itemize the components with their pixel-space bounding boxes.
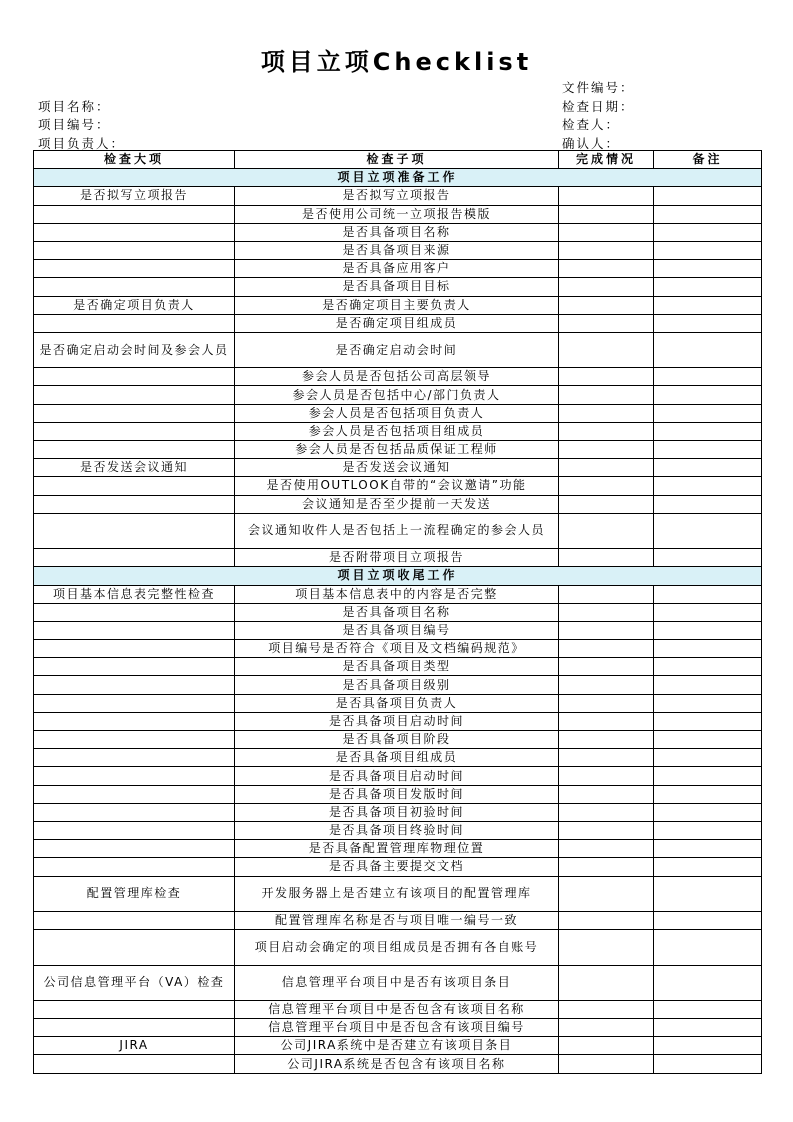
major-item-cell: 是否发送会议通知	[34, 459, 235, 477]
table-row	[34, 495, 762, 513]
sub-item-cell: 是否具备项目负责人	[235, 694, 559, 712]
table-row	[34, 1000, 762, 1018]
major-item-cell: 公司信息管理平台（VA）检查	[34, 965, 235, 1000]
major-item-cell	[34, 930, 235, 965]
sub-item-cell: 是否确定项目组成员	[235, 314, 559, 332]
completion-cell[interactable]	[559, 911, 654, 929]
completion-cell[interactable]	[559, 1019, 654, 1037]
table-row	[34, 260, 762, 278]
remarks-cell[interactable]	[654, 223, 762, 241]
completion-cell[interactable]	[559, 296, 654, 314]
major-item-cell	[34, 712, 235, 730]
table-row	[34, 477, 762, 495]
sub-item-cell: 是否发送会议通知	[235, 459, 559, 477]
sub-item-cell: 项目启动会确定的项目组成员是否拥有各自账号	[235, 930, 559, 965]
table-row	[34, 278, 762, 296]
completion-cell[interactable]	[559, 278, 654, 296]
remarks-cell[interactable]	[654, 621, 762, 639]
completion-cell[interactable]	[559, 1000, 654, 1018]
completion-cell[interactable]	[559, 603, 654, 621]
remarks-cell[interactable]	[654, 495, 762, 513]
major-item-cell	[34, 621, 235, 639]
major-item-cell	[34, 404, 235, 422]
sub-item-cell: 是否具备项目阶段	[235, 731, 559, 749]
completion-cell[interactable]	[559, 676, 654, 694]
table-row	[34, 441, 762, 459]
remarks-cell[interactable]	[654, 332, 762, 367]
remarks-cell[interactable]	[654, 513, 762, 548]
major-item-cell	[34, 278, 235, 296]
section-header-row	[34, 567, 762, 585]
table-row	[34, 930, 762, 965]
remarks-cell[interactable]	[654, 296, 762, 314]
table-header-row	[34, 151, 762, 169]
remarks-cell[interactable]	[654, 694, 762, 712]
table-row	[34, 1019, 762, 1037]
remarks-cell[interactable]	[654, 260, 762, 278]
header-major-item: 检查大项	[34, 151, 235, 169]
table-row	[34, 640, 762, 658]
remarks-cell[interactable]	[654, 549, 762, 567]
table-row	[34, 767, 762, 785]
confirmer-label: 确认人：	[562, 136, 621, 151]
remarks-cell[interactable]	[654, 1000, 762, 1018]
major-item-cell	[34, 495, 235, 513]
table-row	[34, 694, 762, 712]
remarks-cell[interactable]	[654, 386, 762, 404]
major-item-cell	[34, 549, 235, 567]
completion-cell[interactable]	[559, 767, 654, 785]
sub-item-cell: 是否拟写立项报告	[235, 187, 559, 205]
major-item-cell	[34, 1019, 235, 1037]
table-row	[34, 911, 762, 929]
major-item-cell	[34, 1000, 235, 1018]
remarks-cell[interactable]	[654, 858, 762, 876]
table-row	[34, 840, 762, 858]
completion-cell[interactable]	[559, 640, 654, 658]
remarks-cell[interactable]	[654, 821, 762, 839]
completion-cell[interactable]	[559, 549, 654, 567]
page-title: 项目立项Checklist	[260, 48, 533, 76]
completion-cell[interactable]	[559, 731, 654, 749]
remarks-cell[interactable]	[654, 477, 762, 495]
completion-cell[interactable]	[559, 260, 654, 278]
checklist-body	[34, 169, 762, 1073]
completion-cell[interactable]	[559, 386, 654, 404]
major-item-cell: 项目基本信息表完整性检查	[34, 585, 235, 603]
table-row	[34, 404, 762, 422]
sub-item-cell: 会议通知收件人是否包括上一流程确定的参会人员	[235, 513, 559, 548]
sub-item-cell: 是否具备项目终验时间	[235, 821, 559, 839]
completion-cell[interactable]	[559, 332, 654, 367]
sub-item-cell: 参会人员是否包括品质保证工程师	[235, 441, 559, 459]
major-item-cell	[34, 749, 235, 767]
sub-item-cell: 公司JIRA系统是否包含有该项目名称	[235, 1055, 559, 1073]
sub-item-cell: 是否具备项目启动时间	[235, 712, 559, 730]
table-row	[34, 241, 762, 259]
sub-item-cell: 是否具备项目名称	[235, 223, 559, 241]
table-row	[34, 1037, 762, 1055]
major-item-cell	[34, 603, 235, 621]
project-name-label: 项目名称：	[38, 99, 111, 114]
remarks-cell[interactable]	[654, 785, 762, 803]
remarks-cell[interactable]	[654, 803, 762, 821]
major-item-cell: 配置管理库检查	[34, 876, 235, 911]
header-completion: 完成情况	[559, 151, 654, 169]
sub-item-cell: 是否具备项目名称	[235, 603, 559, 621]
remarks-cell[interactable]	[654, 585, 762, 603]
sub-item-cell: 是否确定启动会时间	[235, 332, 559, 367]
table-row	[34, 621, 762, 639]
major-item-cell	[34, 205, 235, 223]
sub-item-cell: 参会人员是否包括项目负责人	[235, 404, 559, 422]
table-row	[34, 858, 762, 876]
completion-cell[interactable]	[559, 241, 654, 259]
major-item-cell	[34, 441, 235, 459]
sub-item-cell: 是否附带项目立项报告	[235, 549, 559, 567]
table-row	[34, 205, 762, 223]
remarks-cell[interactable]	[654, 441, 762, 459]
remarks-cell[interactable]	[654, 459, 762, 477]
sub-item-cell: 是否具备项目类型	[235, 658, 559, 676]
completion-cell[interactable]	[559, 621, 654, 639]
remarks-cell[interactable]	[654, 676, 762, 694]
completion-cell[interactable]	[559, 930, 654, 965]
table-row	[34, 223, 762, 241]
table-row	[34, 1055, 762, 1073]
major-item-cell	[34, 676, 235, 694]
major-item-cell	[34, 1055, 235, 1073]
major-item-cell	[34, 640, 235, 658]
table-row	[34, 296, 762, 314]
check-date-label: 检查日期：	[562, 99, 635, 114]
sub-item-cell: 信息管理平台项目中是否包含有该项目名称	[235, 1000, 559, 1018]
remarks-cell[interactable]	[654, 712, 762, 730]
completion-cell[interactable]	[559, 1055, 654, 1073]
sub-item-cell: 是否具备项目编号	[235, 621, 559, 639]
major-item-cell: 是否确定启动会时间及参会人员	[34, 332, 235, 367]
table-row	[34, 187, 762, 205]
remarks-cell[interactable]	[654, 965, 762, 1000]
major-item-cell: 是否确定项目负责人	[34, 296, 235, 314]
remarks-cell[interactable]	[654, 731, 762, 749]
major-item-cell	[34, 477, 235, 495]
table-row	[34, 712, 762, 730]
completion-cell[interactable]	[559, 477, 654, 495]
table-row	[34, 785, 762, 803]
sub-item-cell: 是否具备项目级别	[235, 676, 559, 694]
header-sub-item: 检查子项	[235, 151, 559, 169]
completion-cell[interactable]	[559, 422, 654, 440]
sub-item-cell: 开发服务器上是否建立有该项目的配置管理库	[235, 876, 559, 911]
major-item-cell	[34, 803, 235, 821]
completion-cell[interactable]	[559, 187, 654, 205]
major-item-cell	[34, 767, 235, 785]
completion-cell[interactable]	[559, 658, 654, 676]
sub-item-cell: 是否具备应用客户	[235, 260, 559, 278]
sub-item-cell: 是否使用OUTLOOK自带的“会议邀请”功能	[235, 477, 559, 495]
doc-number-label: 文件编号：	[562, 80, 635, 95]
remarks-cell[interactable]	[654, 658, 762, 676]
header-remarks: 备注	[654, 151, 762, 169]
completion-cell[interactable]	[559, 513, 654, 548]
remarks-cell[interactable]	[654, 314, 762, 332]
sub-item-cell: 是否具备项目发版时间	[235, 785, 559, 803]
section-header-row	[34, 169, 762, 187]
table-row	[34, 368, 762, 386]
completion-cell[interactable]	[559, 821, 654, 839]
completion-cell[interactable]	[559, 749, 654, 767]
major-item-cell	[34, 223, 235, 241]
major-item-cell: 是否拟写立项报告	[34, 187, 235, 205]
table-row	[34, 549, 762, 567]
major-item-cell	[34, 368, 235, 386]
sub-item-cell: 项目编号是否符合《项目及文档编码规范》	[235, 640, 559, 658]
table-row	[34, 332, 762, 367]
remarks-cell[interactable]	[654, 404, 762, 422]
sub-item-cell: 是否具备项目目标	[235, 278, 559, 296]
major-item-cell	[34, 658, 235, 676]
completion-cell[interactable]	[559, 840, 654, 858]
completion-cell[interactable]	[559, 223, 654, 241]
major-item-cell	[34, 694, 235, 712]
sub-item-cell: 是否具备项目初验时间	[235, 803, 559, 821]
table-row	[34, 749, 762, 767]
remarks-cell[interactable]	[654, 840, 762, 858]
remarks-cell[interactable]	[654, 278, 762, 296]
major-item-cell	[34, 858, 235, 876]
section-title: 项目立项准备工作	[34, 169, 762, 187]
remarks-cell[interactable]	[654, 930, 762, 965]
major-item-cell	[34, 260, 235, 278]
table-row	[34, 676, 762, 694]
sub-item-cell: 会议通知是否至少提前一天发送	[235, 495, 559, 513]
completion-cell[interactable]	[559, 965, 654, 1000]
completion-cell[interactable]	[559, 858, 654, 876]
major-item-cell	[34, 911, 235, 929]
completion-cell[interactable]	[559, 404, 654, 422]
remarks-cell[interactable]	[654, 640, 762, 658]
sub-item-cell: 参会人员是否包括中心/部门负责人	[235, 386, 559, 404]
major-item-cell	[34, 731, 235, 749]
remarks-cell[interactable]	[654, 876, 762, 911]
major-item-cell	[34, 386, 235, 404]
table-row	[34, 459, 762, 477]
sub-item-cell: 是否使用公司统一立项报告模版	[235, 205, 559, 223]
remarks-cell[interactable]	[654, 1055, 762, 1073]
remarks-cell[interactable]	[654, 1019, 762, 1037]
remarks-cell[interactable]	[654, 422, 762, 440]
completion-cell[interactable]	[559, 585, 654, 603]
table-row	[34, 314, 762, 332]
sub-item-cell: 是否具备主要提交文档	[235, 858, 559, 876]
sub-item-cell: 是否确定项目主要负责人	[235, 296, 559, 314]
major-item-cell	[34, 314, 235, 332]
major-item-cell: JIRA	[34, 1037, 235, 1055]
sub-item-cell: 参会人员是否包括公司高层领导	[235, 368, 559, 386]
sub-item-cell: 是否具备项目启动时间	[235, 767, 559, 785]
project-number-label: 项目编号：	[38, 117, 111, 132]
sub-item-cell: 配置管理库名称是否与项目唯一编号一致	[235, 911, 559, 929]
sub-item-cell: 公司JIRA系统中是否建立有该项目条目	[235, 1037, 559, 1055]
table-row	[34, 876, 762, 911]
table-row	[34, 731, 762, 749]
remarks-cell[interactable]	[654, 368, 762, 386]
project-owner-label: 项目负责人：	[38, 136, 126, 151]
sub-item-cell: 是否具备项目来源	[235, 241, 559, 259]
checker-label: 检查人：	[562, 117, 621, 132]
completion-cell[interactable]	[559, 1037, 654, 1055]
major-item-cell	[34, 241, 235, 259]
checklist-table	[33, 150, 762, 1074]
remarks-cell[interactable]	[654, 911, 762, 929]
sub-item-cell: 参会人员是否包括项目组成员	[235, 422, 559, 440]
sub-item-cell: 是否具备项目组成员	[235, 749, 559, 767]
remarks-cell[interactable]	[654, 205, 762, 223]
sub-item-cell: 信息管理平台项目中是否有该项目条目	[235, 965, 559, 1000]
major-item-cell	[34, 840, 235, 858]
table-row	[34, 603, 762, 621]
section-title: 项目立项收尾工作	[34, 567, 762, 585]
remarks-cell[interactable]	[654, 241, 762, 259]
table-row	[34, 965, 762, 1000]
sub-item-cell: 项目基本信息表中的内容是否完整	[235, 585, 559, 603]
major-item-cell	[34, 785, 235, 803]
table-row	[34, 803, 762, 821]
completion-cell[interactable]	[559, 441, 654, 459]
completion-cell[interactable]	[559, 876, 654, 911]
completion-cell[interactable]	[559, 785, 654, 803]
table-row	[34, 585, 762, 603]
completion-cell[interactable]	[559, 803, 654, 821]
major-item-cell	[34, 422, 235, 440]
completion-cell[interactable]	[559, 712, 654, 730]
completion-cell[interactable]	[559, 205, 654, 223]
sub-item-cell: 信息管理平台项目中是否包含有该项目编号	[235, 1019, 559, 1037]
completion-cell[interactable]	[559, 694, 654, 712]
table-row	[34, 422, 762, 440]
table-row	[34, 821, 762, 839]
remarks-cell[interactable]	[654, 603, 762, 621]
remarks-cell[interactable]	[654, 767, 762, 785]
remarks-cell[interactable]	[654, 187, 762, 205]
major-item-cell	[34, 513, 235, 548]
remarks-cell[interactable]	[654, 1037, 762, 1055]
major-item-cell	[34, 821, 235, 839]
table-row	[34, 513, 762, 548]
completion-cell[interactable]	[559, 314, 654, 332]
table-row	[34, 658, 762, 676]
sub-item-cell: 是否具备配置管理库物理位置	[235, 840, 559, 858]
completion-cell[interactable]	[559, 495, 654, 513]
table-row	[34, 386, 762, 404]
completion-cell[interactable]	[559, 459, 654, 477]
completion-cell[interactable]	[559, 368, 654, 386]
remarks-cell[interactable]	[654, 749, 762, 767]
